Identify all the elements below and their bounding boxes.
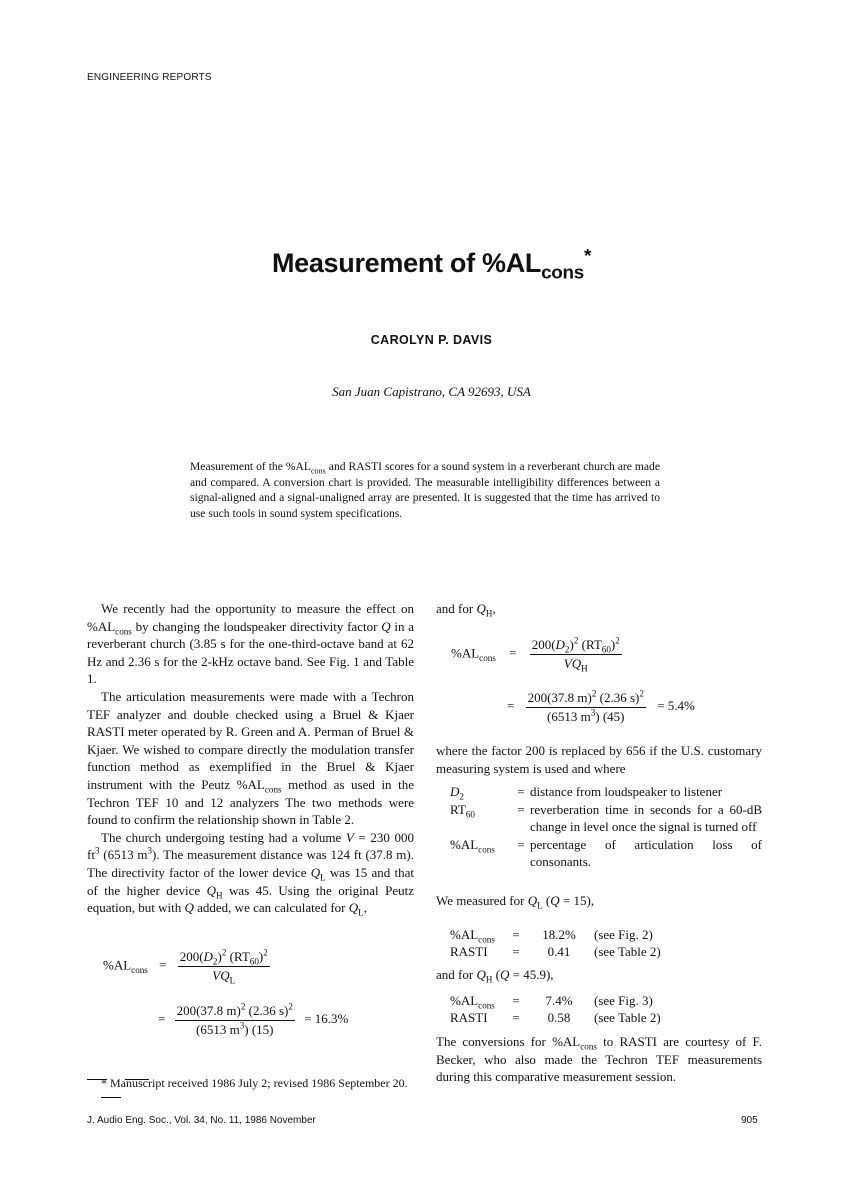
article-title: Measurement of $\%AL_{cons}^*$: [271, 246, 592, 284]
definition-row: $D_2$ = distance from loudspeaker to listener: [450, 784, 723, 802]
measured-qh-table: [450, 992, 661, 1026]
equation-result-ql: = $\frac{200(37.8 m)^2 (2.36 s)^2}{(6513 m^3) (15)}$ = 16.3%: [158, 1001, 349, 1037]
definition-row: $RT_{60}$ = reverberation time in seconds for a 60-dB change in level once the signal is turned off: [450, 801, 762, 834]
left-column: [87, 600, 414, 917]
measurement-row: RASTI = 0.58 (see Table 2): [450, 1010, 661, 1025]
measured-qh-intro: and for $Q_H$ (Q = 45.9),: [436, 967, 554, 985]
definition-row: $\%AL_{cons}$ = percentage of articulation loss of consonants.: [450, 836, 762, 869]
right-intro: and for $Q_H$,: [436, 601, 496, 619]
equation-result-qh: = $\frac{200(37.8 m)^2 (2.36 s)^2}{(6513 m^3) (45)}$ = 5.4%: [507, 688, 695, 724]
running-head: ENGINEERING REPORTS: [87, 72, 212, 83]
measurement-row: $\%AL_{cons}$ = 7.4% (see Fig. 3): [450, 993, 653, 1011]
measurement-row: $\%AL_{cons}$ = 18.2% (see Fig. 2): [450, 927, 653, 945]
author-name: CAROLYN P. DAVIS: [370, 333, 493, 347]
page-number: 905: [741, 1115, 758, 1126]
paragraph-method: The articulation measurements were made with a Techron TEF analyzer and double checked using a Bruel & Kjaer RASTI meter operated by R. Green and A. Perman of Bruel & Kjaer. We wished to compare directly the modulation transfer function method as exemplified in the Bruel & Kjaer instrument with the Peutz $\%AL_{cons}$ method as used in the Techron TEF 10 and 12 analyzers The two methods were found to confirm the relationship shown in Table 2.: [87, 688, 415, 828]
symbol-definitions: [450, 783, 762, 871]
measurement-row: RASTI = 0.41 (see Table 2): [450, 944, 661, 959]
closing-paragraph: The conversions for $\%AL_{cons}$ to RASTI are courtesy of F. Becker, who also made the Techron TEF measurements during this comparative measurement session.: [436, 1034, 762, 1085]
journal-citation: J. Audio Eng. Soc., Vol. 34, No. 11, 1986 November: [87, 1115, 316, 1126]
paragraph-church: The church undergoing testing had a volume V = 230 000 $ft^3$ (6513 $m^3$). The measurement distance was 124 ft (37.8 m). The directivity factor of the lower device $Q_L$ was 15 and that of the higher device $Q_H$ was 45. Using the original Peutz equation, but with Q added, we can calculated for $Q_L$,: [87, 829, 415, 918]
where-paragraph: where the factor 200 is replaced by 656 if the U.S. customary measuring system is used and where: [436, 743, 762, 776]
equation-alcons-qh: $\%AL_{cons}$ = $\frac{200(D_2)^2 (RT_{60})^2}{VQ_H}$: [451, 635, 620, 674]
author-affiliation: San Juan Capistrano, CA 92693, USA: [332, 384, 531, 399]
footnote: * Manuscript received 1986 July 2; revised 1986 September 20.: [101, 1076, 408, 1090]
paragraph-intro: We recently had the opportunity to measure the effect on $\%AL_{cons}$ by changing the loudspeaker directivity factor Q in a reverberant church (3.85 s for the one-third-octave band at 62 Hz and 2.36 s for the 2-kHz octave band. See Fig. 1 and Table 1.: [87, 601, 414, 687]
measured-ql-intro: We measured for $Q_L$ (Q = 15),: [436, 893, 595, 911]
equation-alcons-ql: $\%AL_{cons}$ = $\frac{200(D_2)^2 (RT_{60})^2}{VQ_L}$: [103, 947, 268, 986]
abstract: Measurement of the $\%AL_{cons}$ and RASTI scores for a sound system in a reverberant church are made and compared. A conversion chart is provided. The measurable intelligibility differences between a signal-aligned and a signal-unaligned array are presented. It is suggested that the time has arrived to use such tools in sound system specifications.: [190, 460, 660, 520]
measured-ql-table: [450, 926, 661, 960]
